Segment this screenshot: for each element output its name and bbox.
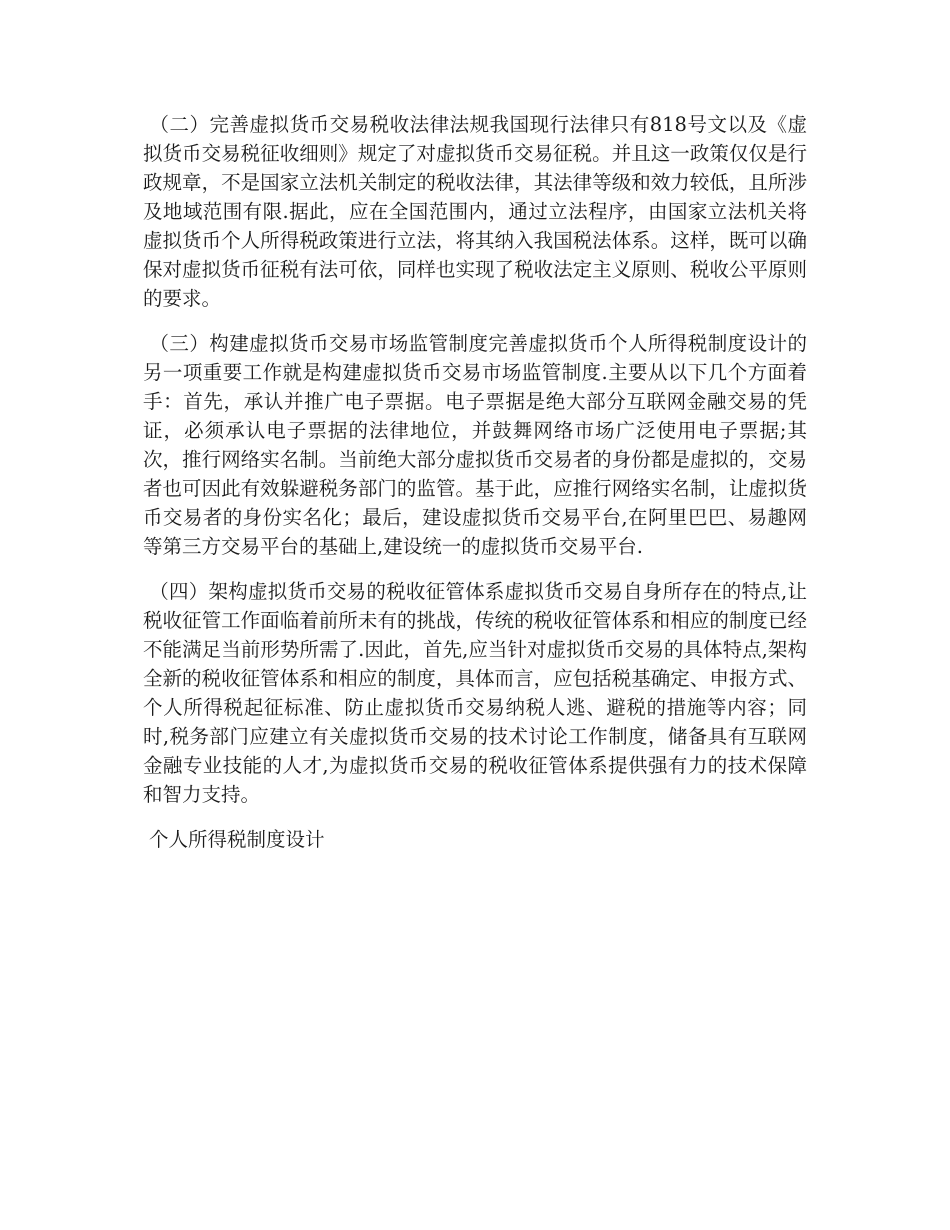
paragraph-legislation <box>143 110 807 313</box>
paragraph-tax-administration <box>143 577 807 809</box>
paragraph-legislation-text: （二）完善虚拟货币交易税收法律法规我国现行法律只有818号文以及《虚拟货币交易税征收细则》规定了对虚拟货币交易征税。并且这一政策仅仅是行政规章，不是国家立法机关制定的税收法律，其法律等级和效力较低，且所涉及地域范围有限.据此，应在全国范围内，通过立法程序，由国家立法机关将虚拟货币个人所得税政策进行立法，将其纳入我国税法体系。这样，既可以确保对虚拟货币征税有法可依，同样也实现了税收法定主义原则、税收公平原则的要求。 <box>143 113 807 310</box>
document-body <box>143 110 807 854</box>
paragraph-market-supervision-text: （三）构建虚拟货币交易市场监管制度完善虚拟货币个人所得税制度设计的另一项重要工作就是构建虚拟货币交易市场监管制度.主要从以下几个方面着手：首先，承认并推广电子票据。电子票据是绝大部分互联网金融交易的凭证，必须承认电子票据的法律地位，并鼓舞网络市场广泛使用电子票据;其次，推行网络实名制。当前绝大部分虚拟货币交易者的身份都是虚拟的，交易者也可因此有效躲避税务部门的监管。基于此，应推行网络实名制，让虚拟货币交易者的身份实名化；最后，建设虚拟货币交易平台,在阿里巴巴、易趣网等第三方交易平台的基础上,建设统一的虚拟货币交易平台. <box>143 332 807 558</box>
paragraph-market-supervision <box>143 329 807 561</box>
paragraph-tax-administration-text: （四）架构虚拟货币交易的税收征管体系虚拟货币交易自身所存在的特点,让税收征管工作面临着前所未有的挑战，传统的税收征管体系和相应的制度已经不能满足当前形势所需了.因此，首先,应当针对虚拟货币交易的具体特点,架构全新的税收征管体系和相应的制度，具体而言，应包括税基确定、申报方式、个人所得税起征标准、防止虚拟货币交易纳税人逃、避税的措施等内容；同时,税务部门应建立有关虚拟货币交易的技术讨论工作制度，储备具有互联网金融专业技能的人才,为虚拟货币交易的税收征管体系提供强有力的技术保障和智力支持。 <box>143 580 807 806</box>
section-heading: 个人所得税制度设计 <box>149 828 325 851</box>
